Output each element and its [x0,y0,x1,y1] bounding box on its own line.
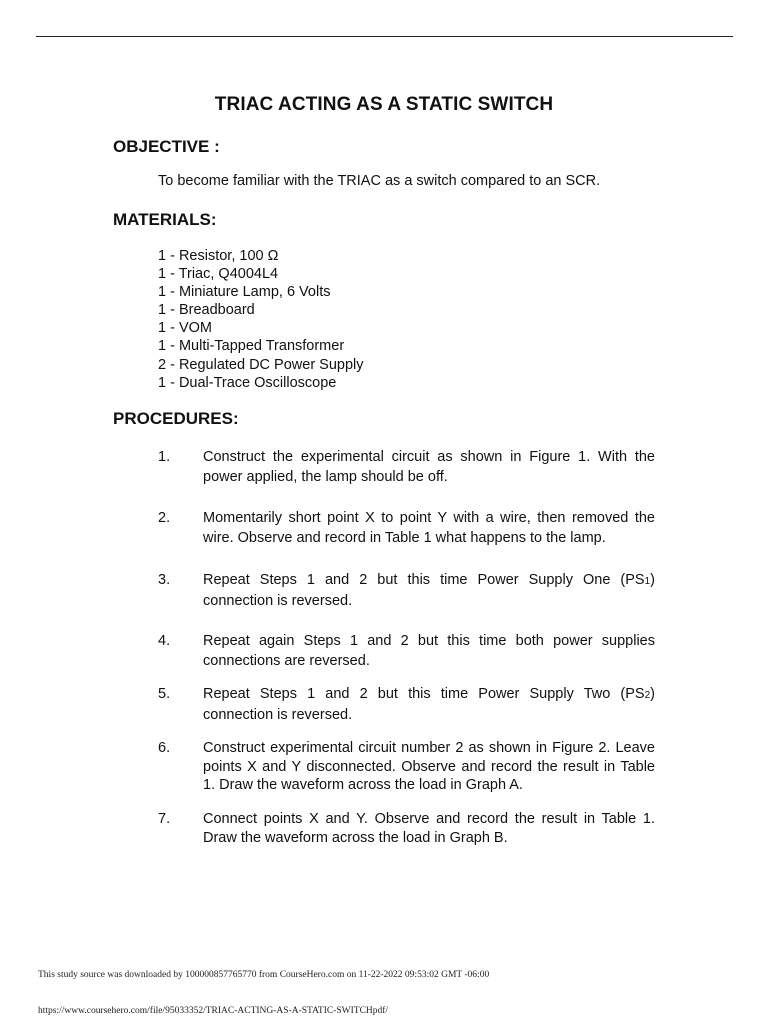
source-url[interactable]: https://www.coursehero.com/file/95033352/TRIAC-ACTING-AS-A-STATIC-SWITCHpdf/ [38,1006,389,1016]
material-item: 1 - Breadboard [158,302,255,319]
material-item: 1 - Multi-Tapped Transformer [158,338,345,355]
step-number: 5. [158,686,171,702]
step-number: 1. [158,449,171,465]
step-number: 3. [158,572,171,588]
step-number: 4. [158,633,171,649]
materials-list [158,247,364,392]
step-number: 6. [158,740,171,756]
top-rule [36,36,733,37]
step-text: Momentarily short point X to point Y with a wire, then removed the wire. Observe and record in Table 1 what happens to the lamp. [203,510,655,546]
step-text: Repeat Steps 1 and 2 but this time Power Supply Two (PS2) connection is reversed. [203,686,655,723]
step-text: Connect points X and Y. Observe and record the result in Table 1. Draw the waveform across the load in Graph B. [203,811,655,846]
step-text: Construct the experimental circuit as shown in Figure 1. With the power applied, the lamp should be off. [203,449,655,485]
material-item: 2 - Regulated DC Power Supply [158,356,364,373]
download-note: This study source was downloaded by 100000857765770 from CourseHero.com on 11-22-2022 09:53:02 GMT -06:00 [38,970,490,980]
step-number: 7. [158,811,171,827]
material-item: 1 - Dual-Trace Oscilloscope [158,374,337,391]
subscript: 2 [644,690,651,701]
procedures-heading: PROCEDURES: [113,409,239,428]
materials-heading: MATERIALS: [113,210,217,229]
material-item: 1 - Triac, Q4004L4 [158,266,279,283]
objective-heading: OBJECTIVE : [113,137,220,156]
objective-text: To become familiar with the TRIAC as a switch compared to an SCR. [158,173,601,189]
subscript: 1 [644,576,651,587]
material-item: 1 - Miniature Lamp, 6 Volts [158,284,331,301]
step-text: Repeat again Steps 1 and 2 but this time both power supplies connections are reversed. [203,633,655,669]
step-number: 2. [158,510,171,526]
step-text: Construct experimental circuit number 2 as shown in Figure 2. Leave points X and Y disconnected. Observe and record the result in Table 1. Draw the waveform across the load in Graph A. [203,740,655,794]
document-title: TRIAC ACTING AS A STATIC SWITCH [214,94,554,115]
material-item: 1 - VOM [158,320,212,337]
material-item: 1 - Resistor, 100 Ω [158,248,279,264]
step-text: Repeat Steps 1 and 2 but this time Power Supply One (PS1) connection is reversed. [203,572,655,609]
